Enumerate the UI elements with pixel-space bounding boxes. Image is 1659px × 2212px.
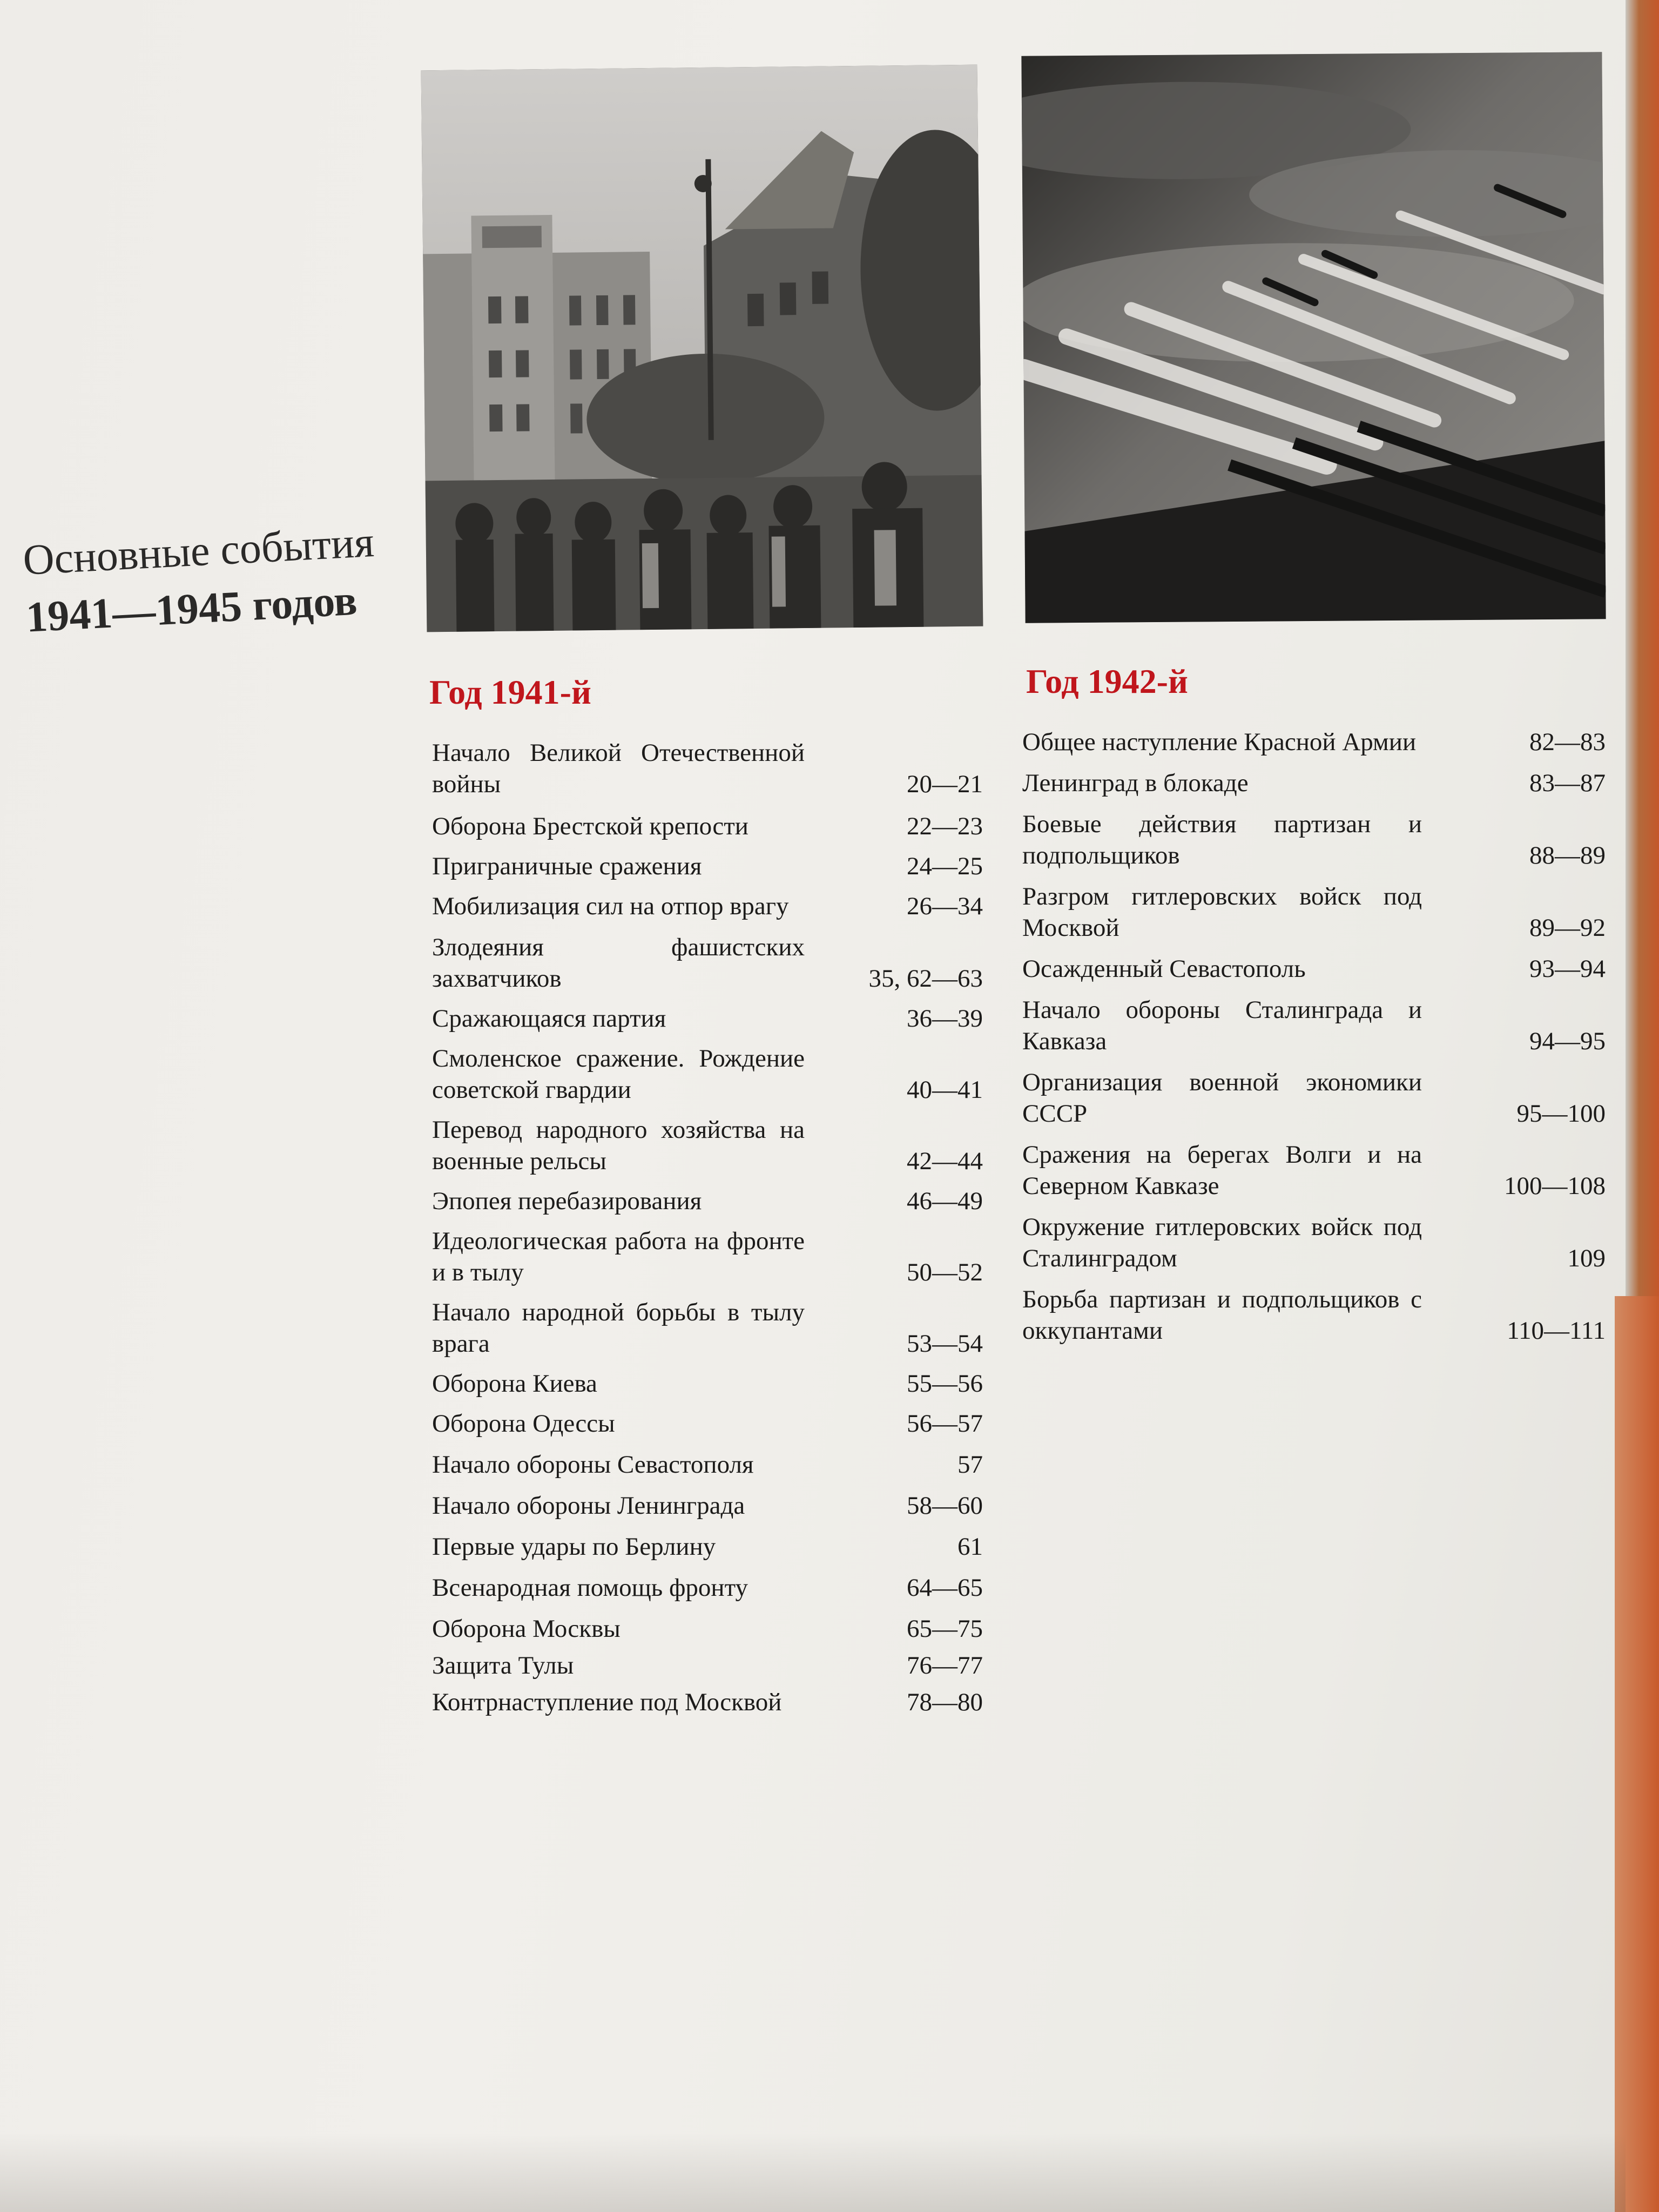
toc-entry-title: Первые удары по Берлину	[432, 1533, 716, 1561]
toc-entry	[1022, 1211, 1606, 1274]
toc-entry-pages: 46—49	[907, 1187, 983, 1215]
toc-entry-pages: 40—41	[907, 1076, 983, 1104]
toc-entry-title: Злодеяния фашистских захватчиков	[432, 933, 805, 993]
toc-entry	[432, 1449, 983, 1480]
toc-entry	[432, 1114, 983, 1177]
toc-entry-pages: 61	[957, 1533, 983, 1561]
toc-entry-title: Сражающаяся партия	[432, 1004, 666, 1033]
section-heading-1942: Год 1942-й	[1026, 662, 1188, 700]
toc-entry-title: Всенародная помощь фронту	[432, 1574, 748, 1602]
cover-red-strip	[1615, 1296, 1659, 2212]
toc-entry	[432, 1408, 983, 1439]
toc-entry	[432, 932, 983, 994]
toc-entry-pages: 55—56	[907, 1370, 983, 1398]
page-shadow	[0, 2133, 1626, 2212]
toc-entry-pages: 57	[957, 1451, 983, 1479]
toc-entry-pages: 78—80	[907, 1688, 983, 1716]
toc-entry-title: Осажденный Севастополь	[1022, 955, 1306, 983]
toc-entry-title: Оборона Брестской крепости	[432, 812, 748, 840]
toc-entry-title: Начало Великой Отечественной войны	[432, 739, 805, 798]
toc-entry-title: Контрнаступление под Москвой	[432, 1688, 782, 1716]
toc-entry	[432, 811, 983, 842]
toc-entry-pages: 110—111	[1507, 1317, 1606, 1345]
toc-entry-title: Ленинград в блокаде	[1022, 769, 1249, 797]
toc-entry	[1022, 1284, 1606, 1346]
toc-entry	[432, 1687, 983, 1718]
toc-entry-title: Оборона Москвы	[432, 1615, 621, 1643]
toc-entry-pages: 20—21	[907, 770, 983, 798]
toc-entry-pages: 36—39	[907, 1004, 983, 1033]
section-heading-1941: Год 1941-й	[429, 673, 591, 711]
toc-entry	[432, 1185, 983, 1217]
toc-entry	[432, 1368, 983, 1399]
toc-entry	[432, 1531, 983, 1562]
toc-entry-pages: 56—57	[907, 1410, 983, 1438]
side-title-line2: 1941—1945 годов	[25, 576, 359, 642]
toc-entry-pages: 58—60	[907, 1492, 983, 1520]
toc-entry-pages: 65—75	[907, 1615, 983, 1643]
toc-entry-pages: 42—44	[907, 1147, 983, 1175]
toc-entry-title: Перевод народного хозяйства на военные рельсы	[432, 1116, 805, 1175]
toc-entry-title: Защита Тулы	[432, 1651, 574, 1680]
toc-entry-pages: 35, 62—63	[868, 965, 983, 993]
toc-entry	[432, 737, 983, 800]
toc-entry	[432, 851, 983, 882]
toc-entry-pages: 95—100	[1516, 1100, 1606, 1128]
toc-entry-title: Начало народной борьбы в тылу врага	[432, 1298, 805, 1358]
toc-entry	[1022, 994, 1606, 1057]
toc-entry	[1022, 767, 1606, 799]
toc-entry-title: Разгром гитлеровских войск под Москвой	[1022, 882, 1422, 942]
photo-crowd-street	[421, 65, 983, 632]
toc-entry-pages: 88—89	[1529, 841, 1606, 869]
toc-entry	[1022, 726, 1606, 758]
toc-entry	[1022, 953, 1606, 984]
toc-entry-pages: 24—25	[907, 852, 983, 880]
toc-entry	[432, 1225, 983, 1288]
toc-entry	[432, 1297, 983, 1359]
toc-entry-pages: 82—83	[1529, 728, 1606, 756]
toc-entry-pages: 76—77	[907, 1651, 983, 1680]
side-title-line1: Основные события	[22, 518, 375, 584]
toc-entry	[432, 891, 983, 922]
toc-entry-title: Начало обороны Ленинграда	[432, 1492, 745, 1520]
toc-entry	[432, 1650, 983, 1681]
toc-entry-title: Боевые действия партизан и подпольщиков	[1022, 810, 1422, 869]
side-title	[22, 512, 405, 646]
toc-list-1941	[432, 737, 983, 1723]
toc-entry-title: Идеологическая работа на фронте и в тылу	[432, 1227, 805, 1286]
toc-entry-title: Организация военной экономики СССР	[1022, 1068, 1422, 1128]
toc-entry	[432, 1572, 983, 1603]
toc-entry-title: Начало обороны Севастополя	[432, 1451, 754, 1479]
toc-entry-title: Оборона Одессы	[432, 1410, 615, 1438]
toc-entry	[1022, 1139, 1606, 1202]
toc-entry-pages: 22—23	[907, 812, 983, 840]
toc-entry-title: Сражения на берегах Волги и на Северном Кавказе	[1022, 1141, 1422, 1200]
toc-entry-pages: 64—65	[907, 1574, 983, 1602]
toc-entry-pages: 53—54	[907, 1330, 983, 1358]
toc-entry-pages: 89—92	[1529, 914, 1606, 942]
toc-entry-pages: 83—87	[1529, 769, 1606, 797]
toc-entry	[1022, 1067, 1606, 1129]
toc-entry-title: Борьба партизан и подпольщиков с оккупантами	[1022, 1285, 1422, 1345]
toc-entry	[432, 1043, 983, 1105]
toc-entry	[1022, 881, 1606, 943]
toc-entry-pages: 94—95	[1529, 1027, 1606, 1055]
toc-entry-title: Окружение гитлеровских войск под Сталинградом	[1022, 1213, 1422, 1272]
toc-entry-title: Приграничные сражения	[432, 852, 702, 880]
toc-entry-pages: 26—34	[907, 892, 983, 920]
toc-entry-title: Эпопея перебазирования	[432, 1187, 702, 1215]
toc-entry-title: Оборона Киева	[432, 1370, 597, 1398]
toc-entry-pages: 100—108	[1504, 1172, 1606, 1200]
toc-entry-title: Начало обороны Сталинграда и Кавказа	[1022, 996, 1422, 1055]
toc-entry-title: Общее наступление Красной Армии	[1022, 728, 1417, 756]
photo-rocket-launchers	[1021, 52, 1606, 623]
toc-entry	[432, 1613, 983, 1644]
toc-entry	[432, 1003, 983, 1034]
toc-entry-pages: 109	[1567, 1244, 1606, 1272]
toc-entry-title: Мобилизация сил на отпор врагу	[432, 892, 789, 920]
toc-entry-title: Смоленское сражение. Рождение советской гвардии	[432, 1044, 805, 1104]
toc-entry-pages: 93—94	[1529, 955, 1606, 983]
toc-list-1942	[1022, 726, 1606, 1356]
toc-entry	[1022, 808, 1606, 871]
toc-entry	[432, 1490, 983, 1521]
toc-entry-pages: 50—52	[907, 1258, 983, 1286]
